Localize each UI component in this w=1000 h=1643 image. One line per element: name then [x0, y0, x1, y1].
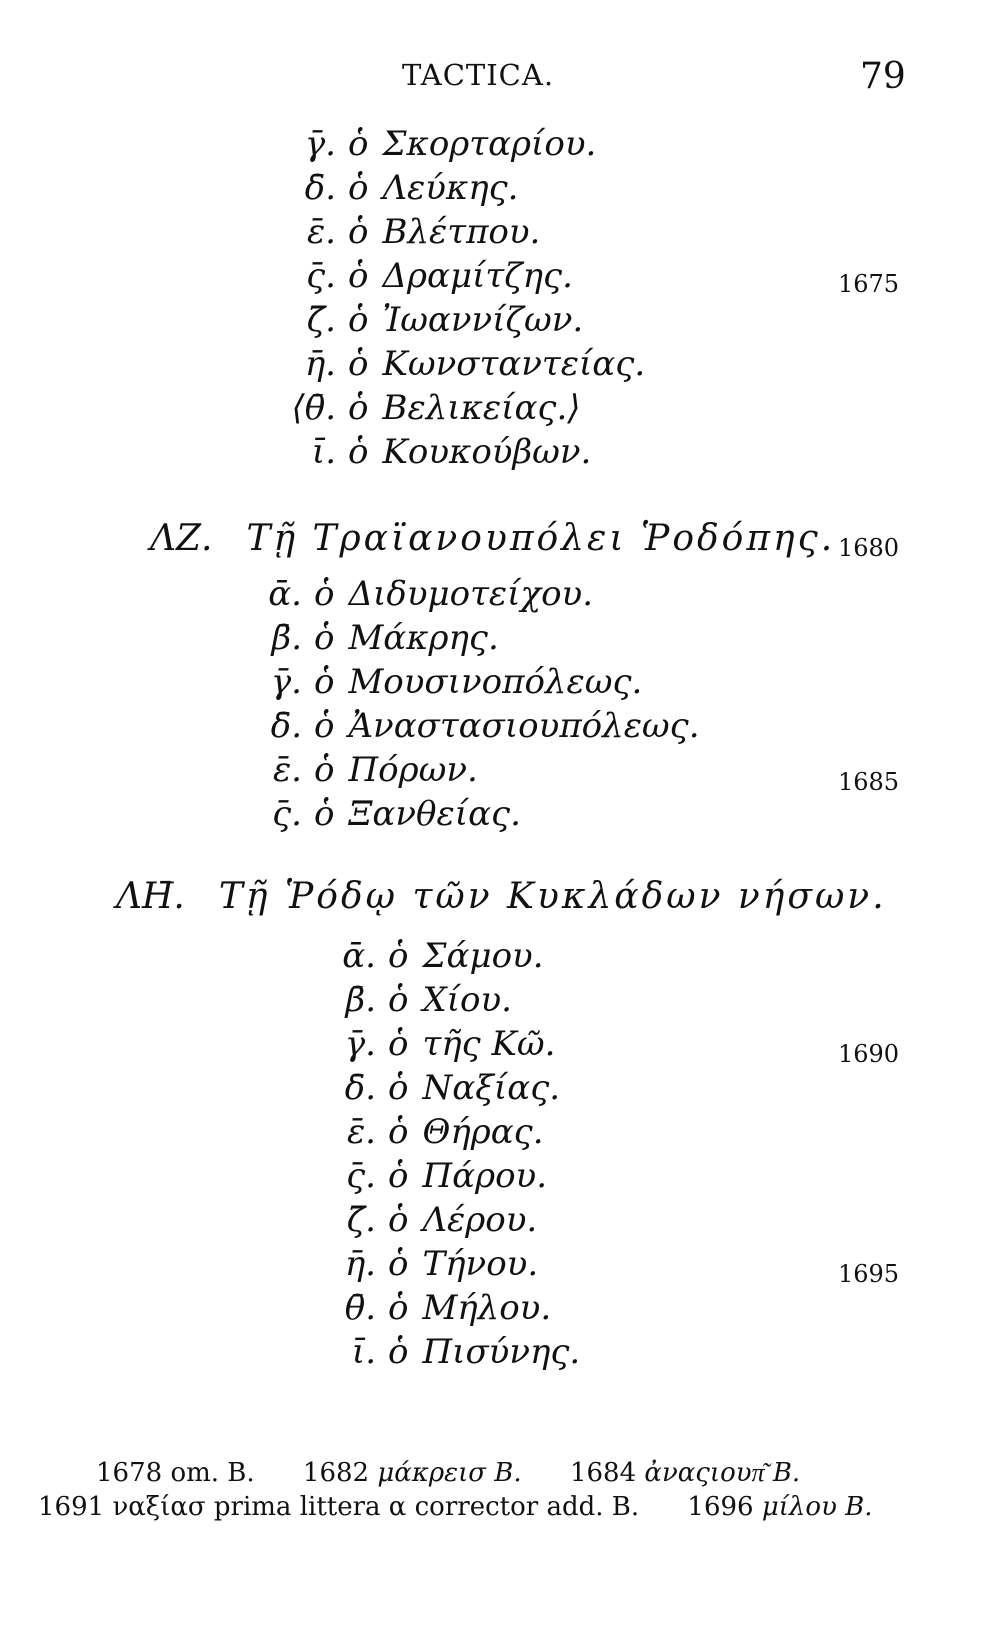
list-item: γ̄. ὁ τῆς Κῶ. [344, 1024, 556, 1064]
line-number: 1675 [838, 270, 900, 298]
line-number: 1690 [838, 1040, 900, 1068]
footnote: 1682 μάκρεισ B. [302, 1458, 522, 1488]
list-item: β̄. ὁ Μάκρης. [271, 618, 499, 658]
list-item: ε̄. ὁ Πόρων. [272, 750, 478, 790]
list-item: ᾱ. ὁ Διδυμοτείχου. [268, 574, 594, 614]
list-item: η̄. ὁ Κωνσταντείας. [304, 344, 646, 384]
list-item: η̄. ὁ Τήνου. [344, 1244, 539, 1284]
list-item: δ̄. ὁ Λεύκης. [304, 168, 519, 208]
list-item: γ̄. ὁ Μουσινοπόλεως. [270, 662, 643, 702]
footnote-row [38, 1458, 958, 1492]
list-item: ς̄. ὁ Δραμίτζης. [306, 256, 573, 296]
footnote: 1684 ἀναςιουπ͂ B. [569, 1458, 801, 1488]
list-item: δ̄. ὁ Ἀναστασιουπόλεως. [270, 706, 700, 746]
list-item: ῑ. ὁ Πισύνης. [351, 1332, 581, 1372]
critical-apparatus [38, 1458, 958, 1526]
list-item: ε̄. ὁ Βλέτπου. [306, 212, 541, 252]
line-number: 1695 [838, 1260, 900, 1288]
list-item: ῑ. ὁ Κουκούβων. [311, 432, 592, 472]
list-item: γ̄. ὁ Σκορταρίου. [304, 124, 597, 164]
footnote: 1691 ναξίασ prima littera α corrector add. B. [38, 1492, 640, 1522]
list-item: ᾱ. ὁ Σάμου. [342, 936, 544, 976]
section-heading: ΛΖ. Τῇ Τραϊανουπόλει Ῥοδόπης. [150, 518, 836, 559]
footnote: 1678 om. B. [96, 1458, 255, 1488]
footnote: 1696 μίλου B. [687, 1492, 873, 1522]
list-item: ζ̄. ὁ Ἰωαννίζων. [306, 300, 584, 340]
list-item: ⟨θ̄. ὁ Βελικείας.⟩ [291, 388, 581, 428]
footnote-row [38, 1492, 958, 1526]
list-item: ς̄. ὁ Ξανθείας. [272, 794, 521, 834]
list-item: ζ̄. ὁ Λέρου. [346, 1200, 538, 1240]
line-number: 1680 [838, 534, 900, 562]
list-item: δ̄. ὁ Ναξίας. [344, 1068, 561, 1108]
page-number: 79 [860, 56, 906, 97]
list-item: ε̄. ὁ Θήρας. [346, 1112, 544, 1152]
list-item: θ̄. ὁ Μήλου. [344, 1288, 552, 1328]
list-item: ς̄. ὁ Πάρου. [346, 1156, 548, 1196]
running-title: TACTICA. [402, 58, 555, 92]
line-number: 1685 [838, 768, 900, 796]
list-item: β̄. ὁ Χίου. [345, 980, 512, 1020]
section-heading: ΛΗ̄. Τῇ Ῥόδῳ τῶν Κυκλάδων νήσων. [116, 876, 887, 917]
